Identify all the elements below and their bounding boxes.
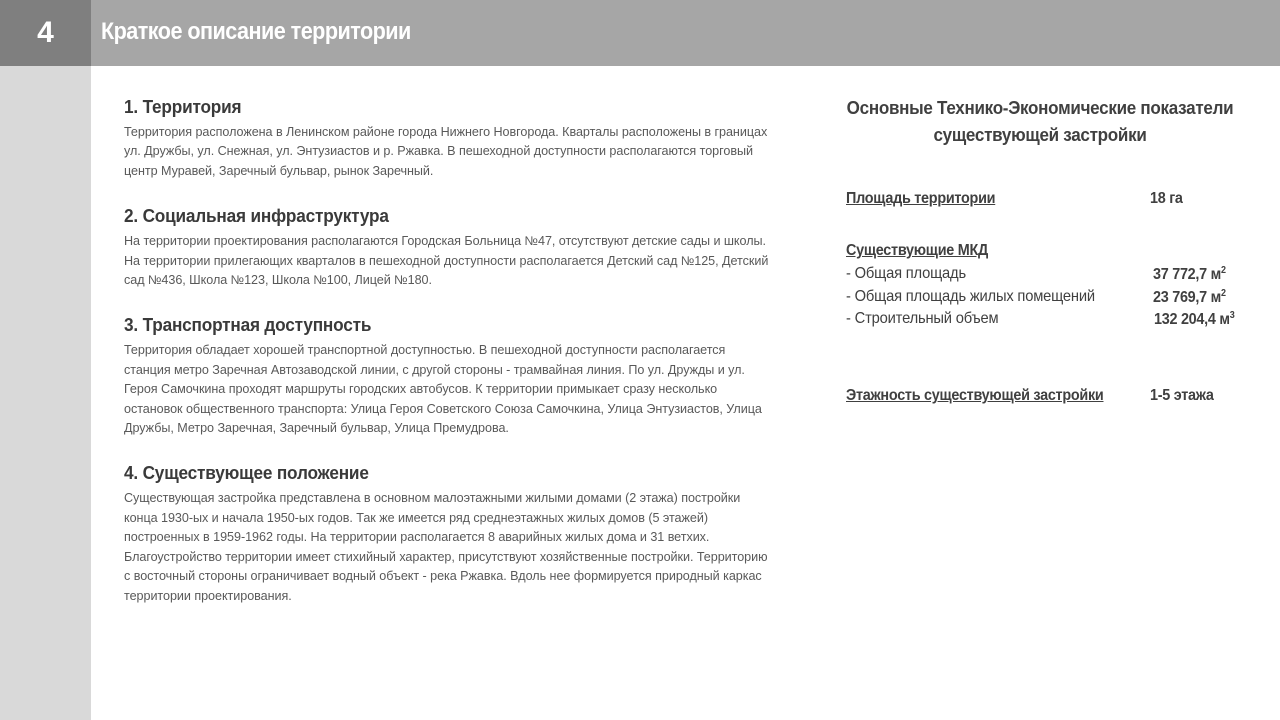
floors-label: Этажность существующей застройки [846, 387, 1104, 404]
mkd-row-label: - Общая площадь жилых помещений [846, 288, 1095, 305]
floors-value: 1-5 этажа [1150, 387, 1214, 404]
section-transport [124, 314, 769, 438]
slide-number-box [0, 0, 91, 66]
section-text: Территория расположена в Ленинском районе города Нижнего Новгорода. Кварталы расположены в границах ул. Дружбы, ул. Снежная, ул. Энтузиастов и р. Ржавка. В пешеходной доступности располагаются торговый центр Муравей, Заречный бульвар, рынок Заречный. [124, 125, 768, 178]
area-label: Площадь территории [846, 190, 996, 207]
section-social-infrastructure [124, 205, 769, 290]
section-current-state [124, 462, 769, 605]
mkd-row-value: 132 204,4 $м^3$ [1154, 310, 1235, 328]
mkd-row [846, 265, 976, 283]
floors-row [846, 387, 1132, 405]
section-text: Существующая застройка представлена в основном малоэтажными жилыми домами (2 этажа) постройки конца 1930-ых и начала 1950-ых годов. Так же имеется ряд среднеэтажных жилых домов (5 этажей) построенных в 1959-1962 годы. На территории располагается 8 аварийных жилых дома и 31 ветхих. Благоустройство территории имеет стихийный характер, присутствуют хозяйственные постройки. Территорию с восточный стороны ограничивает водный объект - река Ржавка. Вдоль нее формируется природный каркас территории проектирования. [124, 491, 768, 603]
area-value: 18 га [1150, 190, 1183, 207]
section-territory [124, 96, 769, 181]
mkd-row-value: 23 769,7 $м^2$ [1153, 288, 1226, 306]
header-bar [0, 0, 1280, 66]
mkd-label: Существующие МКД [846, 242, 988, 259]
mkd-row-label: - Общая площадь [846, 265, 966, 282]
section-text: На территории проектирования располагаются Городская Больница №47, отсутствуют детские сады и школы. На территории прилегающих кварталов в пешеходной доступности располагается Детский сад №125, Детский сад №436, Школа №123, Школа №100, Лицей №180. [124, 234, 769, 288]
section-heading: 4. Существующее положение [124, 462, 369, 484]
section-heading: 3. Транспортная доступность [124, 314, 372, 336]
mkd-row-value: 37 772,7 $м^2$ [1153, 265, 1226, 283]
section-heading: 1. Территория [124, 96, 242, 117]
slide-number: 4 [37, 16, 54, 49]
area-row [846, 190, 1012, 208]
section-heading: 2. Социальная инфраструктура [124, 205, 389, 227]
indicators-title: Основные Технико-Экономические показатели существующей застройки [846, 97, 1234, 145]
mkd-heading-row [846, 242, 1004, 260]
indicators-panel [820, 94, 1260, 404]
mkd-row [846, 310, 1012, 328]
description-column [124, 96, 769, 630]
mkd-row-label: - Строительный объем [846, 310, 999, 327]
left-side-strip [0, 0, 91, 720]
section-text: Территория обладает хорошей транспортной доступностью. В пешеходной доступности располагается станция метро Заречная Автозаводской линии, с другой стороны - трамвайная линия. По ул. Дружды и ул. Героя Самочкина проходят маршруты городских автобусов. К территории примыкает сразу несколько остановок общественного транспорта: Улица Героя Советского Союза Самочкина, Улица Энтузиастов, Улица Дружбы, Метро Заречная, Заречный бульвар, Улица Премудрова. [124, 343, 762, 436]
page-title: Краткое описание территории [101, 18, 411, 45]
mkd-row [846, 288, 1117, 306]
